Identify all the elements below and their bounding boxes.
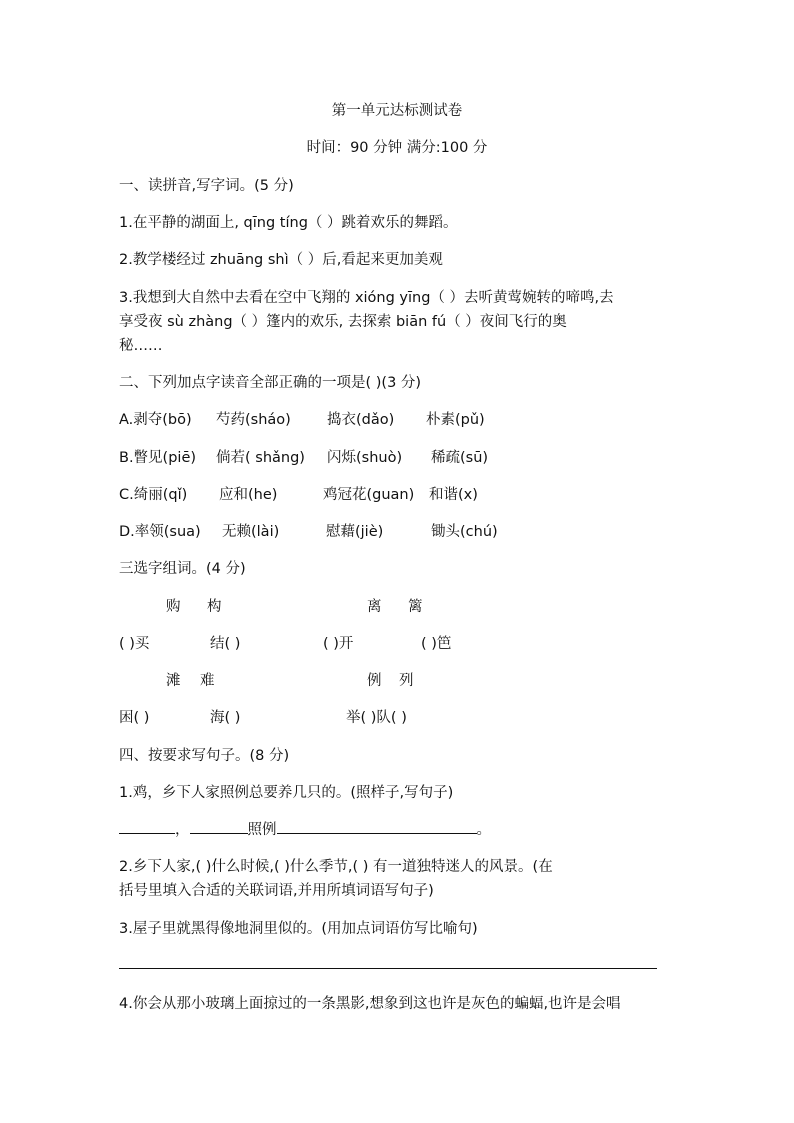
- char-li-leave: 离: [367, 599, 382, 615]
- char-li-example: 例: [367, 673, 382, 689]
- word-zhaoli: 照例: [247, 822, 277, 838]
- s3-blank-5: 困( ): [119, 710, 150, 726]
- comma: ，: [175, 822, 190, 838]
- period: 。: [476, 822, 491, 838]
- s1-question-3-line-3: 秘……: [119, 338, 163, 354]
- option-c-2: 应和(he): [219, 487, 278, 503]
- option-b-3: 闪烁(shuò): [327, 450, 403, 466]
- section-2-heading: 二、下列加点字读音全部正确的一项是( )(3 分): [119, 375, 422, 391]
- option-a-4: 朴素(pǔ): [426, 412, 485, 428]
- s4-answer-line-1: [119, 818, 491, 839]
- option-b-2: 倘若( shǎng): [216, 450, 305, 466]
- option-c-4: 和谐(x): [429, 487, 478, 503]
- section-1-heading: 一、读拼音,写字词。(5 分): [119, 178, 294, 194]
- blank-underline: [277, 819, 477, 834]
- s1-question-1: 1.在平静的湖面上, qīng tíng（ ）跳着欢乐的舞蹈。: [119, 215, 458, 231]
- option-c-3: 鸡冠花(guan): [323, 487, 415, 503]
- char-li-fence: 篱: [408, 599, 423, 615]
- section-3-heading: 三选字组词。(4 分): [119, 561, 246, 577]
- s3-blank-1: ( )买: [119, 636, 150, 652]
- option-d-1: D.率领(sua): [119, 524, 201, 540]
- s3-blank-3: ( )开: [323, 636, 354, 652]
- option-b-1: B.瞥见(piē): [119, 450, 197, 466]
- s4-question-4: 4.你会从那小玻璃上面掠过的一条黑影,想象到这也许是灰色的蝙蝠,也许是会唱: [119, 996, 621, 1012]
- blank-underline: [190, 819, 248, 834]
- option-d-4: 锄头(chú): [431, 524, 498, 540]
- option-c-1: C.绮丽(qǐ): [119, 487, 188, 503]
- s1-question-3-line-2: 享受夜 sù zhàng（ ）篷内的欢乐, 去探索 biān fú（ ）夜间飞行的奥: [119, 314, 567, 330]
- char-lie: 列: [399, 673, 414, 689]
- option-a-2: 芍药(sháo): [216, 412, 291, 428]
- page-title: 第一单元达标测试卷: [331, 103, 463, 119]
- s3-blank-6: 海( ): [210, 710, 241, 726]
- char-tan: 滩: [166, 673, 181, 689]
- exam-meta: 时间：90 分钟 满分:100 分: [306, 140, 488, 156]
- s4-question-1: 1.鸡，乡下人家照例总要养几只的。(照样子,写句子): [119, 785, 454, 801]
- answer-line: [119, 968, 657, 969]
- s1-question-3-line-1: 3.我想到大自然中去看在空中飞翔的 xióng yīng（ ）去听黄莺婉转的啼鸣,去: [119, 290, 614, 306]
- option-d-2: 无赖(lài): [222, 524, 280, 540]
- blank-underline: [119, 819, 175, 834]
- s4-question-2-line-1: 2.乡下人家,( )什么时候,( )什么季节,( ) 有一道独特迷人的风景。(在: [119, 859, 553, 875]
- s3-blank-4: ( )笆: [421, 636, 452, 652]
- option-a-3: 捣衣(dǎo): [327, 412, 395, 428]
- char-gou-structure: 构: [207, 599, 222, 615]
- s1-question-2: 2.教学楼经过 zhuāng shì（ ）后,看起来更加美观: [119, 252, 443, 268]
- section-4-heading: 四、按要求写句子。(8 分): [119, 748, 290, 764]
- s4-question-3: 3.屋子里就黑得像地洞里似的。(用加点词语仿写比喻句): [119, 921, 478, 937]
- option-b-4: 稀疏(sū): [431, 450, 489, 466]
- s3-blank-7: 举( )队( ): [346, 710, 407, 726]
- char-gou-buy: 购: [166, 599, 181, 615]
- s4-question-2-line-2: 括号里填入合适的关联词语,并用所填词语写句子): [119, 883, 434, 899]
- option-a-1: A.剥夺(bō): [119, 412, 192, 428]
- s3-blank-2: 结( ): [210, 636, 241, 652]
- char-nan: 难: [200, 673, 215, 689]
- option-d-3: 慰藉(jiè): [326, 524, 384, 540]
